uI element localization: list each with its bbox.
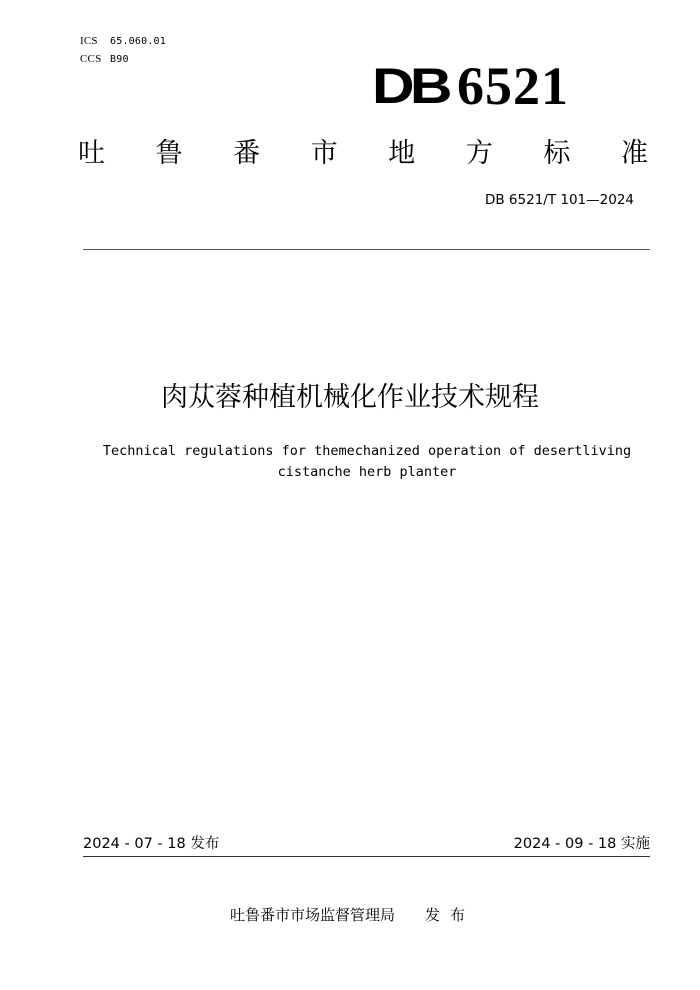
publisher bbox=[230, 904, 475, 926]
ccs-label: CCS bbox=[80, 53, 102, 65]
db-logo-digits: 6521 bbox=[457, 56, 569, 116]
ccs-classification bbox=[80, 52, 129, 67]
standard-type-char: 标 bbox=[543, 138, 571, 169]
ics-label: ICS bbox=[80, 35, 98, 47]
db-standard-logo bbox=[372, 58, 604, 114]
header-divider bbox=[83, 249, 650, 250]
footer-divider bbox=[83, 856, 650, 857]
standard-type-char: 鲁 bbox=[155, 138, 183, 169]
standard-type-char: 方 bbox=[465, 138, 493, 169]
standard-number: DB 6521/T 101—2024 bbox=[484, 192, 634, 208]
publisher-name: 吐鲁番市市场监督管理局 bbox=[230, 906, 396, 924]
implementation-date: 2024 - 09 - 18 实施 bbox=[513, 836, 650, 852]
document-title-zh: 肉苁蓉种植机械化作业技术规程 bbox=[161, 382, 539, 413]
standard-type-char: 市 bbox=[310, 138, 338, 169]
standard-type-char: 准 bbox=[620, 138, 648, 169]
publisher-action: 发布 bbox=[425, 906, 476, 924]
issue-date: 2024 - 07 - 18 发布 bbox=[83, 836, 220, 852]
standard-type-char: 地 bbox=[388, 138, 416, 169]
db-logo-letters: DB bbox=[372, 58, 448, 114]
title-en-line: Technical regulations for themechanized operation of desertliving bbox=[102, 443, 632, 459]
standard-type-char: 番 bbox=[233, 138, 261, 169]
title-en-line: cistanche herb planter bbox=[277, 464, 457, 480]
standard-type-char: 吐 bbox=[78, 138, 105, 169]
ics-classification bbox=[80, 34, 166, 49]
ccs-code: B90 bbox=[110, 54, 129, 65]
ics-code: 65.060.01 bbox=[110, 36, 166, 47]
standard-type-heading bbox=[78, 134, 648, 174]
document-title-en bbox=[60, 441, 674, 483]
